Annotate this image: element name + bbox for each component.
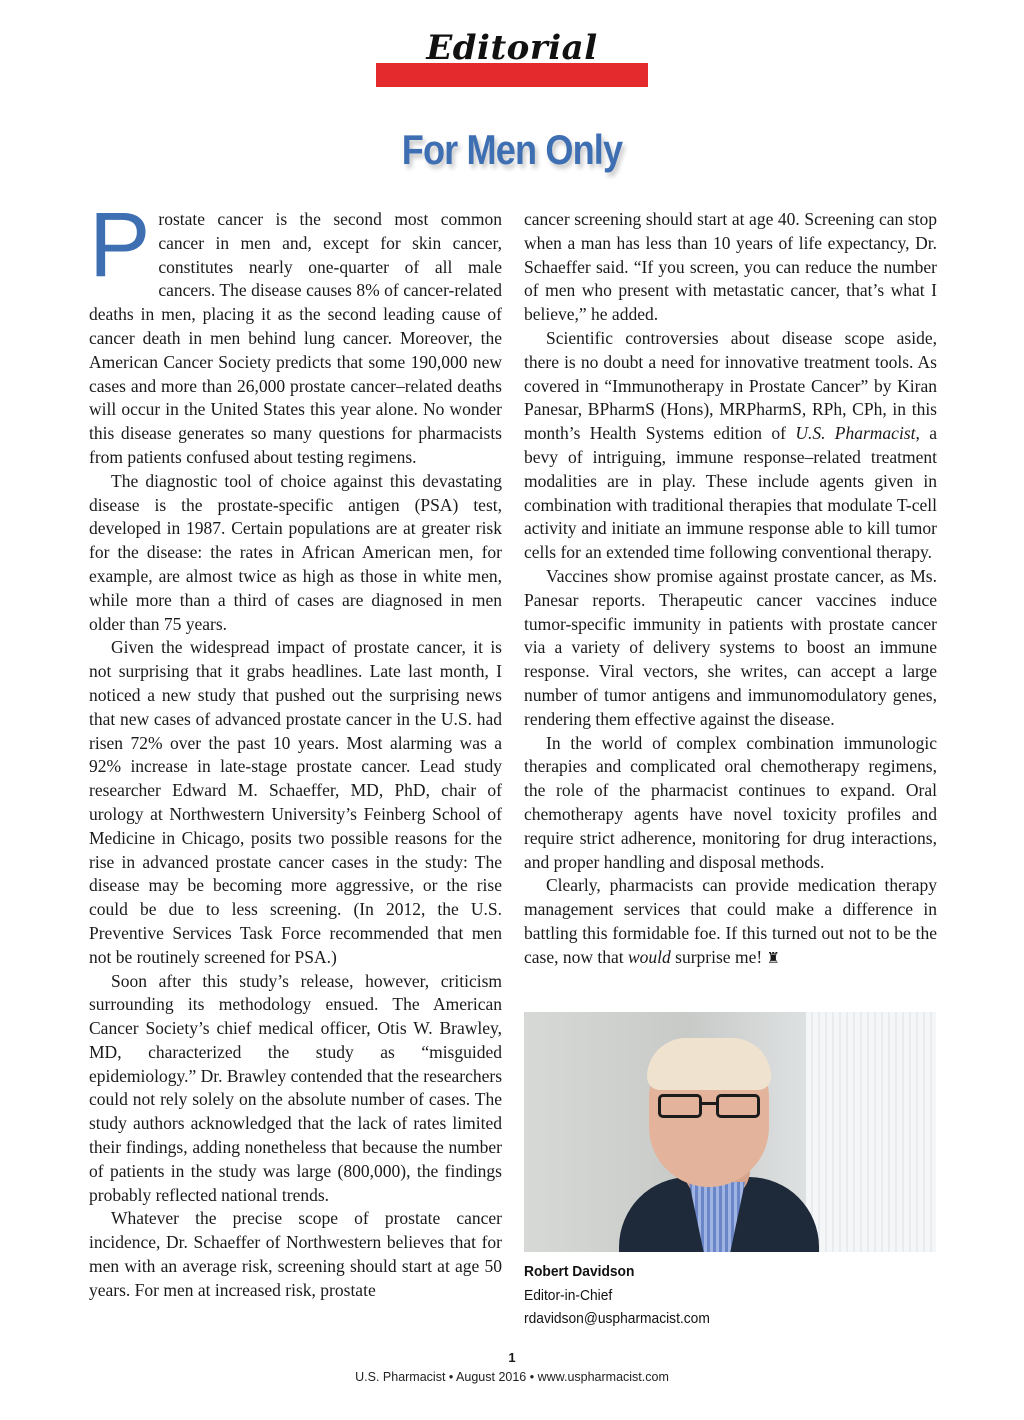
paragraph: Scientific controversies about disease scope aside, there is no doubt a need for innovative treatment tools. As covered in “Immunotherapy in Prostate Cancer” by Kiran Panesar, BPharmS (Hons), MRPharmS, RPh, CPh, in this month’s Health Systems edition of U.S. Pharmacist, a bevy of intriguing, immune response–related treatment modalities are in play. These include agents given in combination with traditional therapies that modulate T-cell activity and initiate an immune response able to kill tumor cells for an extended time following conventional therapy. xyxy=(524,327,937,563)
paragraph: In the world of complex combination immunologic therapies and complicated oral chemotherapy regimens, the role of the pharmacist continues to expand. Oral chemotherapy agents have novel toxicity profiles and require strict adherence, monitoring for drug interactions, and proper handling and disposal methods. xyxy=(524,732,937,872)
page-footer: U.S. Pharmacist • August 2016 • www.uspharmacist.com xyxy=(355,1370,669,1384)
page-number: 1 xyxy=(508,1350,516,1365)
paragraph: cancer screening should start at age 40. Screening can stop when a man has less than 10 years of life expectancy, Dr. Schaeffer said. “If you screen, you can reduce the number of men who present with metastatic cancer, that’s what I believe,” he added. xyxy=(524,209,937,325)
article-column-left xyxy=(89,194,502,1333)
drop-cap: P xyxy=(89,194,151,296)
window-blinds xyxy=(806,1012,936,1252)
hair xyxy=(647,1038,771,1090)
author-photo xyxy=(524,1012,936,1252)
paragraph: Whatever the precise scope of prostate cancer incidence, Dr. Schaeffer of Northwestern believes that for men with an average risk, screening should start at age 50 years. For men at increased risk, prostate xyxy=(89,1208,502,1300)
paragraph: Given the widespread impact of prostate cancer, it is not surprising that it grabs headlines. Late last month, I noticed a new study that pushed out the surprising news that new cases of advanced prostate cancer in the U.S. had risen 72% over the past 10 years. Most alarming was a 92% increase in late-stage prostate cancer. Lead study researcher Edward M. Schaeffer, MD, PhD, chair of urology at Northwestern University’s Feinberg School of Medicine in Chicago, posits two possible reasons for the rise in advanced prostate cancer cases in the study: The disease may be becoming more aggressive, or the rise could be due to less screening. (In 2012, the U.S. Preventive Services Task Force recommended that men not be routinely screened for PSA.) xyxy=(89,637,502,967)
paragraph: Clearly, pharmacists can provide medication therapy management services that could make a difference in battling this formidable foe. If this turned out not to be the case, now that would surprise me! ♜ xyxy=(524,875,937,967)
paragraph: Prostate cancer is the second most common cancer in men and, except for skin cancer, constitutes nearly one-quarter of all male cancers. The disease causes 8% of cancer-related deaths in men, placing it as the second leading cause of cancer death in men behind lung cancer. Moreover, the American Cancer Society predicts that some 190,000 new cases and more than 26,000 prostate cancer–related deaths will occur in the United States this year alone. No wonder this disease generates so many questions for pharmacists from patients confused about testing regimens. xyxy=(89,194,502,467)
section-title: Editorial xyxy=(426,28,598,68)
author-role: Editor-in-Chief xyxy=(524,1286,613,1304)
article-column-right xyxy=(524,208,937,998)
author-name: Robert Davidson xyxy=(524,1263,635,1280)
author-caption xyxy=(524,1260,936,1331)
glasses-icon xyxy=(654,1094,766,1120)
article-headline: For Men Only xyxy=(401,126,623,173)
paragraph: Vaccines show promise against prostate cancer, as Ms. Panesar reports. Therapeutic cancer vaccines induce tumor-specific immunity in patients with prostate cancer via a variety of delivery systems to boost an immune response. Viral vectors, she writes, can accept a large number of tumor antigens and immunomodulatory genes, rendering them effective against the disease. xyxy=(524,565,937,729)
author-email[interactable]: rdavidson@uspharmacist.com xyxy=(524,1310,710,1327)
paragraph: Soon after this study’s release, however, criticism surrounding its methodology ensued. The American Cancer Society’s chief medical officer, Otis W. Brawley, MD, characterized the study as “misguided epidemiology.” Dr. Brawley contended that the researchers could not rely solely on the absolute number of cases. The study authors acknowledged that the lack of rates limited their findings, adding nonetheless that because the number of patients in the study was large (800,000), the findings probably reflected national trends. xyxy=(89,970,502,1205)
paragraph: The diagnostic tool of choice against this devastating disease is the prostate-specific antigen (PSA) test, developed in 1987. Certain populations are at greater risk for the disease: the rates in African American men, for example, are almost twice as high as those in white men, while more than a third of cases are diagnosed in men older than 75 years. xyxy=(89,470,502,634)
end-mark-icon: ♜ xyxy=(766,950,780,967)
